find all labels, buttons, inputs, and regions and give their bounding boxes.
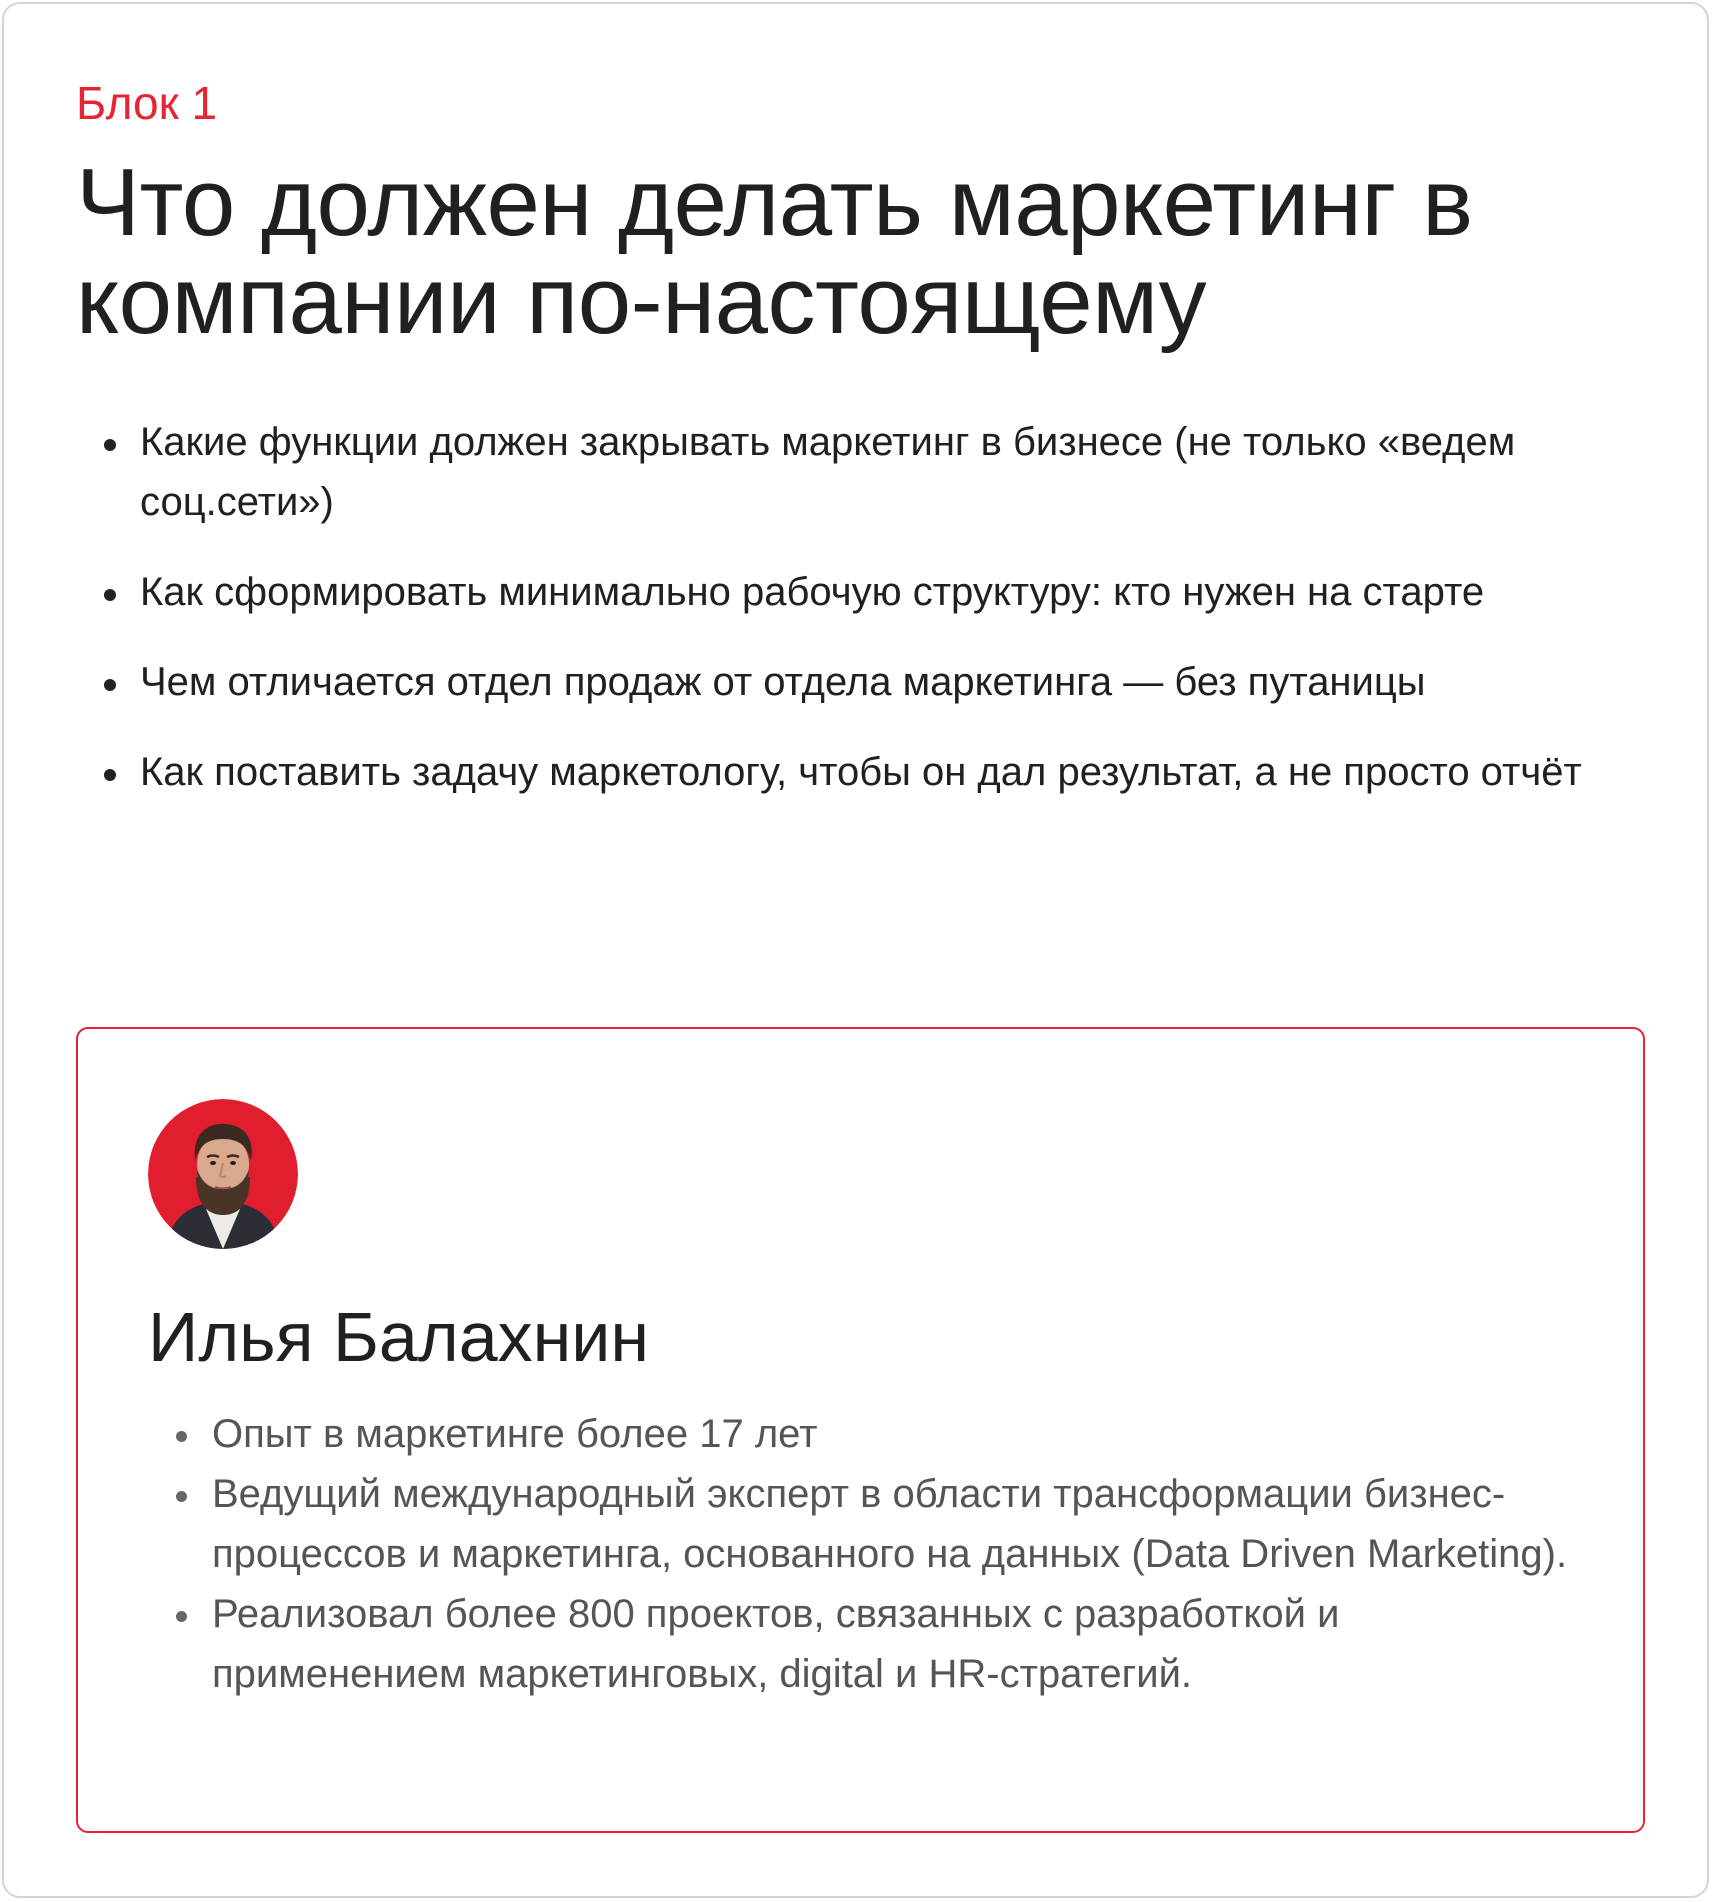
bio-item: Опыт в маркетинге более 17 лет: [212, 1404, 1602, 1464]
block-label: Блок 1: [76, 77, 218, 129]
program-block-card: [2, 2, 1709, 1898]
speaker-bio-list: [212, 1404, 1602, 1704]
block-title: Что должен делать маркетинг в компании по-настоящему: [76, 149, 1473, 354]
topic-item: Как сформировать минимально рабочую структуру: кто нужен на старте: [140, 562, 1660, 622]
speaker-avatar: [148, 1099, 298, 1249]
speaker-photo: [148, 1099, 298, 1249]
speaker-name: Илья Балахнин: [148, 1298, 650, 1376]
topic-list: [140, 412, 1660, 832]
speaker-card: [76, 1027, 1645, 1833]
bio-item: Ведущий международный эксперт в области трансформации бизнес-процессов и маркетинга, основанного на данных (Data Driven Marketing).: [212, 1464, 1602, 1584]
topic-item: Как поставить задачу маркетологу, чтобы он дал результат, а не просто отчёт: [140, 742, 1660, 802]
topic-item: Чем отличается отдел продаж от отдела маркетинга — без путаницы: [140, 652, 1660, 712]
bio-item: Реализовал более 800 проектов, связанных с разработкой и применением маркетинговых, digital и HR-стратегий.: [212, 1584, 1602, 1704]
topic-item: Какие функции должен закрывать маркетинг в бизнесе (не только «ведем соц.сети»): [140, 412, 1660, 532]
